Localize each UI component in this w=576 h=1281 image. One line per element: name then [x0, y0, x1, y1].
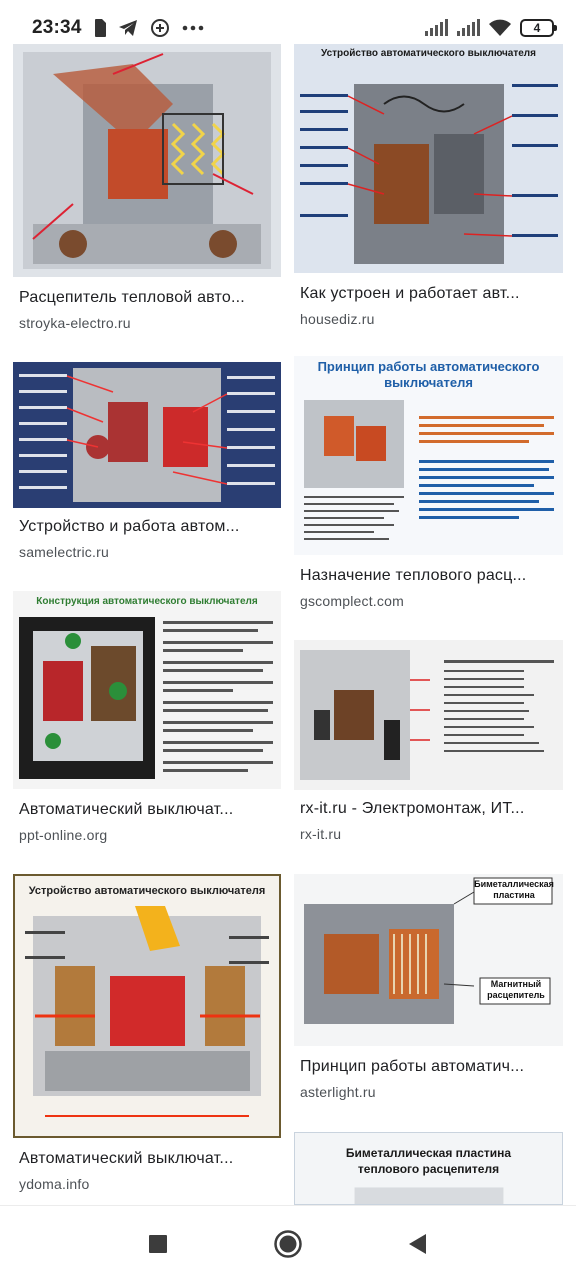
back-triangle-icon[interactable] — [398, 1224, 438, 1264]
result-title[interactable]: Назначение теплового расц... — [300, 567, 527, 584]
result-source[interactable]: asterlight.ru — [300, 1084, 376, 1100]
image-label-line: Магнитный — [490, 979, 542, 989]
image-caption: Конструкция автоматического выключателя — [36, 596, 258, 607]
result-thumbnail[interactable] — [13, 362, 281, 508]
telegram-icon — [118, 19, 138, 37]
result-thumbnail[interactable] — [13, 44, 281, 277]
sim-icon — [94, 19, 106, 37]
image-label — [480, 979, 552, 1001]
result-source[interactable]: samelectric.ru — [19, 544, 109, 560]
result-thumbnail[interactable] — [294, 356, 563, 555]
result-title[interactable]: Устройство и работа автом... — [19, 518, 240, 535]
result-thumbnail[interactable] — [294, 874, 563, 1046]
result-source[interactable]: rx-it.ru — [300, 826, 342, 842]
result-source[interactable]: gscomplect.com — [300, 593, 404, 609]
battery-level: 4 — [533, 21, 541, 35]
result-thumbnail[interactable] — [294, 44, 563, 273]
home-circle-icon[interactable] — [268, 1224, 308, 1264]
more-dots-icon — [182, 25, 204, 31]
result-title[interactable]: Принцип работы автоматич... — [300, 1058, 525, 1075]
image-caption-line: теплового расцепителя — [357, 1162, 500, 1176]
signal-icon — [424, 19, 448, 37]
result-thumbnail[interactable] — [294, 640, 563, 790]
result-title[interactable]: Расцепитель тепловой авто... — [19, 289, 245, 306]
result-source[interactable]: ppt-online.org — [19, 827, 108, 843]
result-source[interactable]: stroyka-electro.ru — [19, 315, 131, 331]
result-source[interactable]: housediz.ru — [300, 311, 375, 327]
navigation-bar — [0, 1205, 576, 1281]
image-caption: Устройство автоматического выключателя — [28, 885, 266, 897]
image-caption-line: Биметаллическая пластина — [345, 1146, 512, 1160]
wifi-icon — [488, 19, 512, 37]
signal-icon — [456, 19, 480, 37]
image-label-line: расцепитель — [487, 990, 545, 1000]
battery-icon — [520, 19, 554, 37]
result-thumbnail[interactable] — [13, 874, 281, 1138]
image-label-line: пластина — [493, 890, 535, 900]
image-caption-line: Принцип работы автоматического — [317, 359, 540, 374]
result-title[interactable]: Автоматический выключат... — [19, 1150, 234, 1167]
result-thumbnail[interactable] — [13, 591, 281, 789]
recents-square-icon[interactable] — [138, 1224, 178, 1264]
image-label-line: Биметаллическая — [474, 879, 554, 889]
image-caption: Устройство автоматического выключателя — [320, 48, 536, 59]
image-caption-line: выключателя — [384, 375, 473, 390]
result-thumbnail[interactable] — [294, 1132, 563, 1205]
result-source[interactable]: ydoma.info — [19, 1176, 90, 1192]
result-title[interactable]: rx-it.ru - Электромонтаж, ИТ... — [300, 800, 525, 817]
result-title[interactable]: Автоматический выключат... — [19, 801, 234, 818]
status-time: 23:34 — [32, 17, 82, 38]
add-circle-icon — [150, 18, 170, 38]
image-label — [474, 879, 554, 901]
result-title[interactable]: Как устроен и работает авт... — [300, 285, 520, 302]
